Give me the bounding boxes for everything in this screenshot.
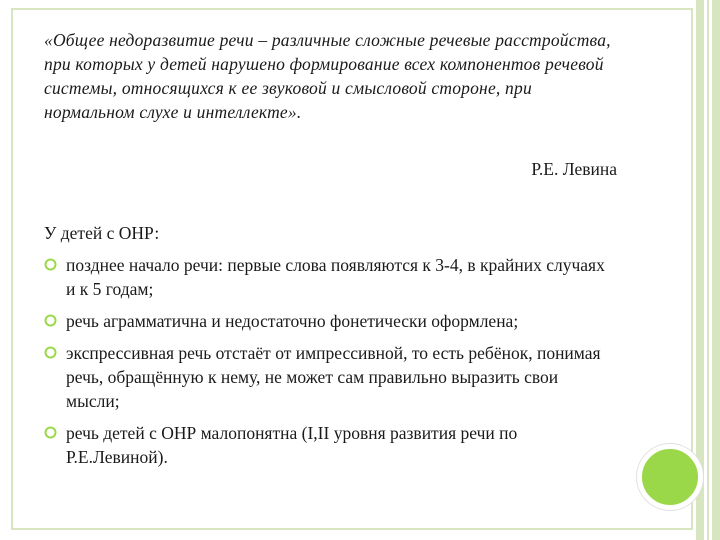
list-item xyxy=(44,253,614,301)
list-item-text: речь детей с ОНР малопонятна (I,II уровня развития речи по Р.Е.Левиной). xyxy=(66,423,518,467)
circle-outline-icon xyxy=(44,426,57,439)
list-item xyxy=(44,341,614,413)
green-circle-icon xyxy=(637,444,703,510)
bullet-list xyxy=(44,253,614,477)
quote-text: «Общее недоразвитие речи – различные сложные речевые расстройства, при которых у детей нарушено формирование всех компонентов речевой системы, относящихся к ее звуковой и смысловой стороне, при нормальном слухе и интеллекте». xyxy=(44,30,611,122)
list-item-text: позднее начало речи: первые слова появляются к 3-4, в крайних случаях и к 5 годам; xyxy=(66,255,605,299)
list-item xyxy=(44,309,614,333)
list-intro: У детей с ОНР: xyxy=(44,223,160,243)
circle-outline-icon xyxy=(44,258,57,271)
circle-outline-icon xyxy=(44,346,57,359)
list-item xyxy=(44,421,614,469)
circle-outline-icon xyxy=(44,314,57,327)
quote-author: Р.Е. Левина xyxy=(531,159,617,179)
list-item-text: речь аграмматична и недостаточно фонетически оформлена; xyxy=(66,311,519,331)
list-item-text: экспрессивная речь отстаёт от импрессивной, то есть ребёнок, понимая речь, обращённую к нему, не может сам правильно выразить свои мысли; xyxy=(66,343,601,411)
side-decoration-line xyxy=(707,0,709,540)
